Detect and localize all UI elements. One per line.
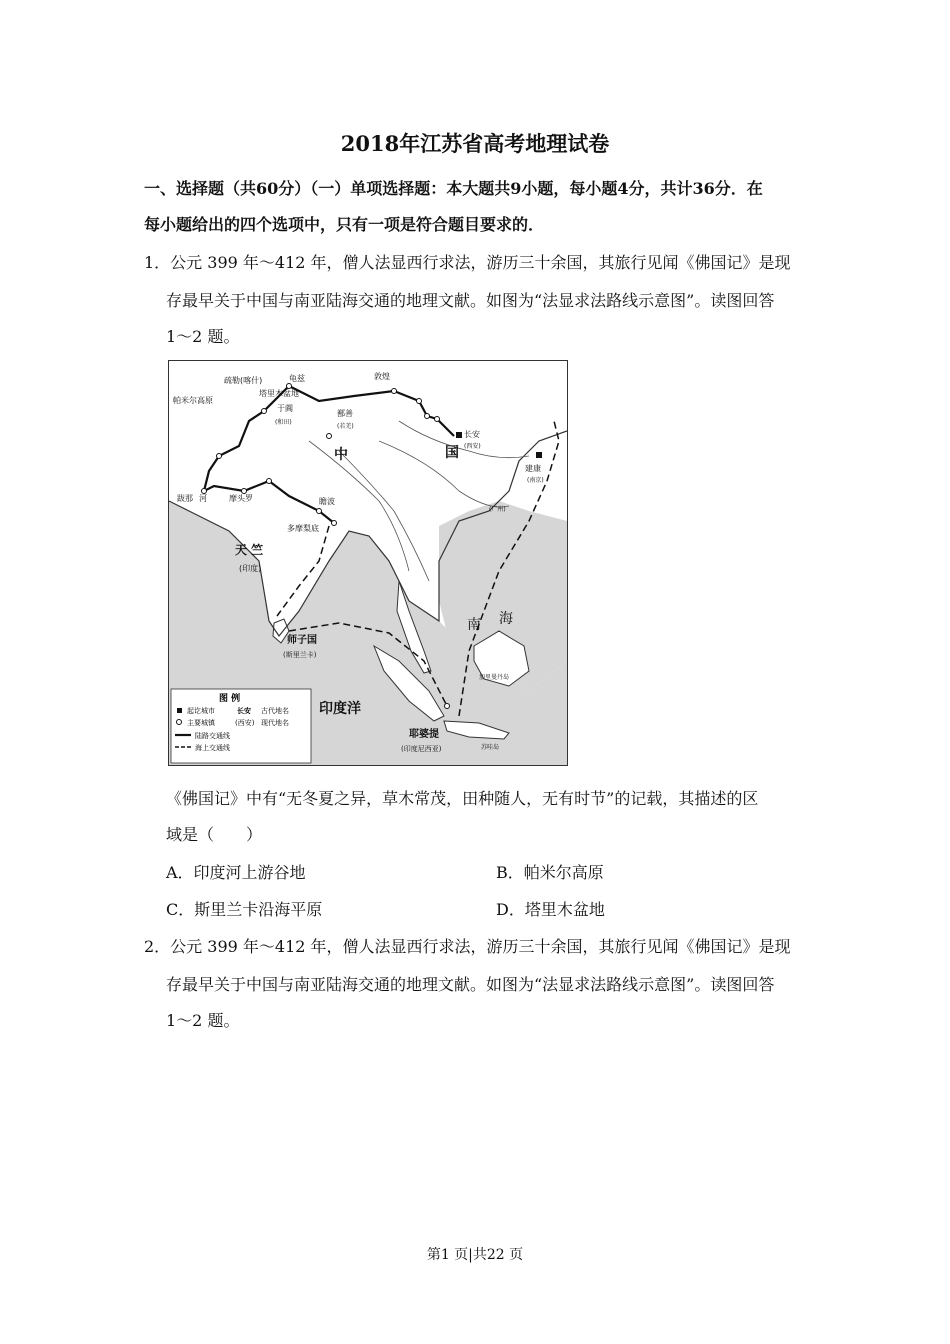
question-2-intro-line1: 2．公元 399 年～412 年，僧人法显西行求法，游历三十余国，其旅行见闻《佛国记》是现: [144, 937, 791, 956]
map-label-guangzhou: (广州): [489, 506, 506, 513]
page-title: 2018年江苏省高考地理试卷: [340, 131, 610, 156]
legend-start-symbol: [177, 708, 182, 713]
map-label-zhanbo: 瞻波: [319, 497, 335, 506]
map-label-shiziguo-modern: (斯里兰卡): [283, 651, 317, 659]
map-label-shiziguo: 师子国: [287, 635, 317, 646]
map-label-guo: 国: [445, 445, 459, 461]
legend-start-city: 起讫城市: [187, 707, 215, 715]
option-d[interactable]: D．塔里木盆地: [496, 900, 605, 919]
legend-modern-label: 现代地名: [261, 719, 289, 727]
map-label-indian-ocean: 印度洋: [319, 701, 361, 717]
map-label-changan-modern: (西安): [464, 443, 481, 450]
option-c[interactable]: C．斯里兰卡沿海平原: [166, 900, 323, 919]
map-label-jiankang-modern: (南京): [527, 477, 544, 484]
map-label-tianzhu: 天 竺: [235, 543, 264, 557]
map-label-pamir: 帕米尔高原: [173, 396, 213, 405]
map-label-shanshan-modern: (若羌): [337, 423, 354, 430]
map-label-yepoti: 耶婆提: [409, 729, 439, 740]
map-label-yutian: 于阗: [277, 404, 293, 413]
map-label-shanshan: 鄯善: [337, 409, 353, 418]
option-a[interactable]: A．印度河上游谷地: [166, 863, 306, 882]
question-2-intro-line3: 1～2 题。: [166, 1011, 240, 1030]
map-label-hai: 海: [499, 611, 513, 627]
land-route-line: [394, 391, 454, 436]
map-label-shule: 疏勒(喀什): [224, 376, 263, 385]
question-1-intro-line3: 1～2 题。: [166, 327, 240, 346]
river: [379, 441, 509, 507]
question-1-stem-line1: 《佛国记》中有“无冬夏之异，草木常茂，田种随人，无有时节”的记载，其描述的区: [166, 789, 759, 808]
map-label-yepoti-modern: (印度尼西亚): [401, 745, 442, 753]
map-label-motoulu: 摩头罗: [229, 494, 253, 503]
question-1-stem-line2: 域是（ ）: [166, 825, 263, 844]
option-b[interactable]: B．帕米尔高原: [496, 863, 604, 882]
page-footer: 第1 页|共22 页: [426, 1247, 524, 1263]
question-2-intro-line2: 存最早关于中国与南亚陆海交通的地理文献。如图为“法显求法路线示意图”。读图回答: [166, 975, 775, 994]
question-1-intro-line2: 存最早关于中国与南亚陆海交通的地理文献。如图为“法显求法路线示意图”。读图回答: [166, 291, 775, 310]
legend-town-symbol: [177, 720, 182, 725]
map-label-changan: 长安: [464, 430, 480, 439]
legend-land-route: 陆路交通线: [195, 732, 230, 740]
legend-modern-example: (西安): [235, 719, 255, 727]
legend-ancient-label: 古代地名: [261, 707, 289, 715]
river: [399, 421, 529, 458]
section-heading-line1: 一、选择题（共60分）（一）单项选择题：本大题共9小题，每小题4分，共计36分．在: [144, 179, 763, 198]
map-label-guizi: 龟兹: [289, 374, 305, 383]
section-heading-line2: 每小题给出的四个选项中，只有一项是符合题目要求的．: [144, 215, 545, 234]
legend-main-town: 主要城镇: [187, 719, 215, 727]
legend-sea-route: 海上交通线: [195, 744, 230, 752]
map-label-zhong: 中: [334, 447, 348, 463]
map-label-sumbawa: 苏哇岛: [481, 744, 500, 751]
map-label-tuona: 跋那: [177, 494, 193, 503]
map-label-jiankang: 建康: [525, 464, 541, 473]
map-label-nan: 南: [467, 617, 481, 633]
map-label-dunhuang: 敦煌: [374, 372, 390, 381]
faxian-route-map: [168, 360, 568, 766]
map-label-kalimantan: 加里曼丹岛: [479, 674, 510, 681]
map-label-he: 河: [199, 494, 207, 503]
legend-title: 图 例: [219, 694, 241, 704]
map-legend: [171, 689, 311, 763]
map-label-tarim: 塔里木盆地: [259, 389, 299, 398]
legend-ancient-example: 长安: [237, 707, 251, 715]
map-label-duomoli: 多摩梨底: [287, 524, 319, 533]
map-label-yutian-modern: (和田): [275, 419, 292, 426]
question-1-intro-line1: 1．公元 399 年～412 年，僧人法显西行求法，游历三十余国，其旅行见闻《佛国记》是现: [144, 253, 791, 272]
map-label-india-modern: (印度): [239, 564, 262, 573]
